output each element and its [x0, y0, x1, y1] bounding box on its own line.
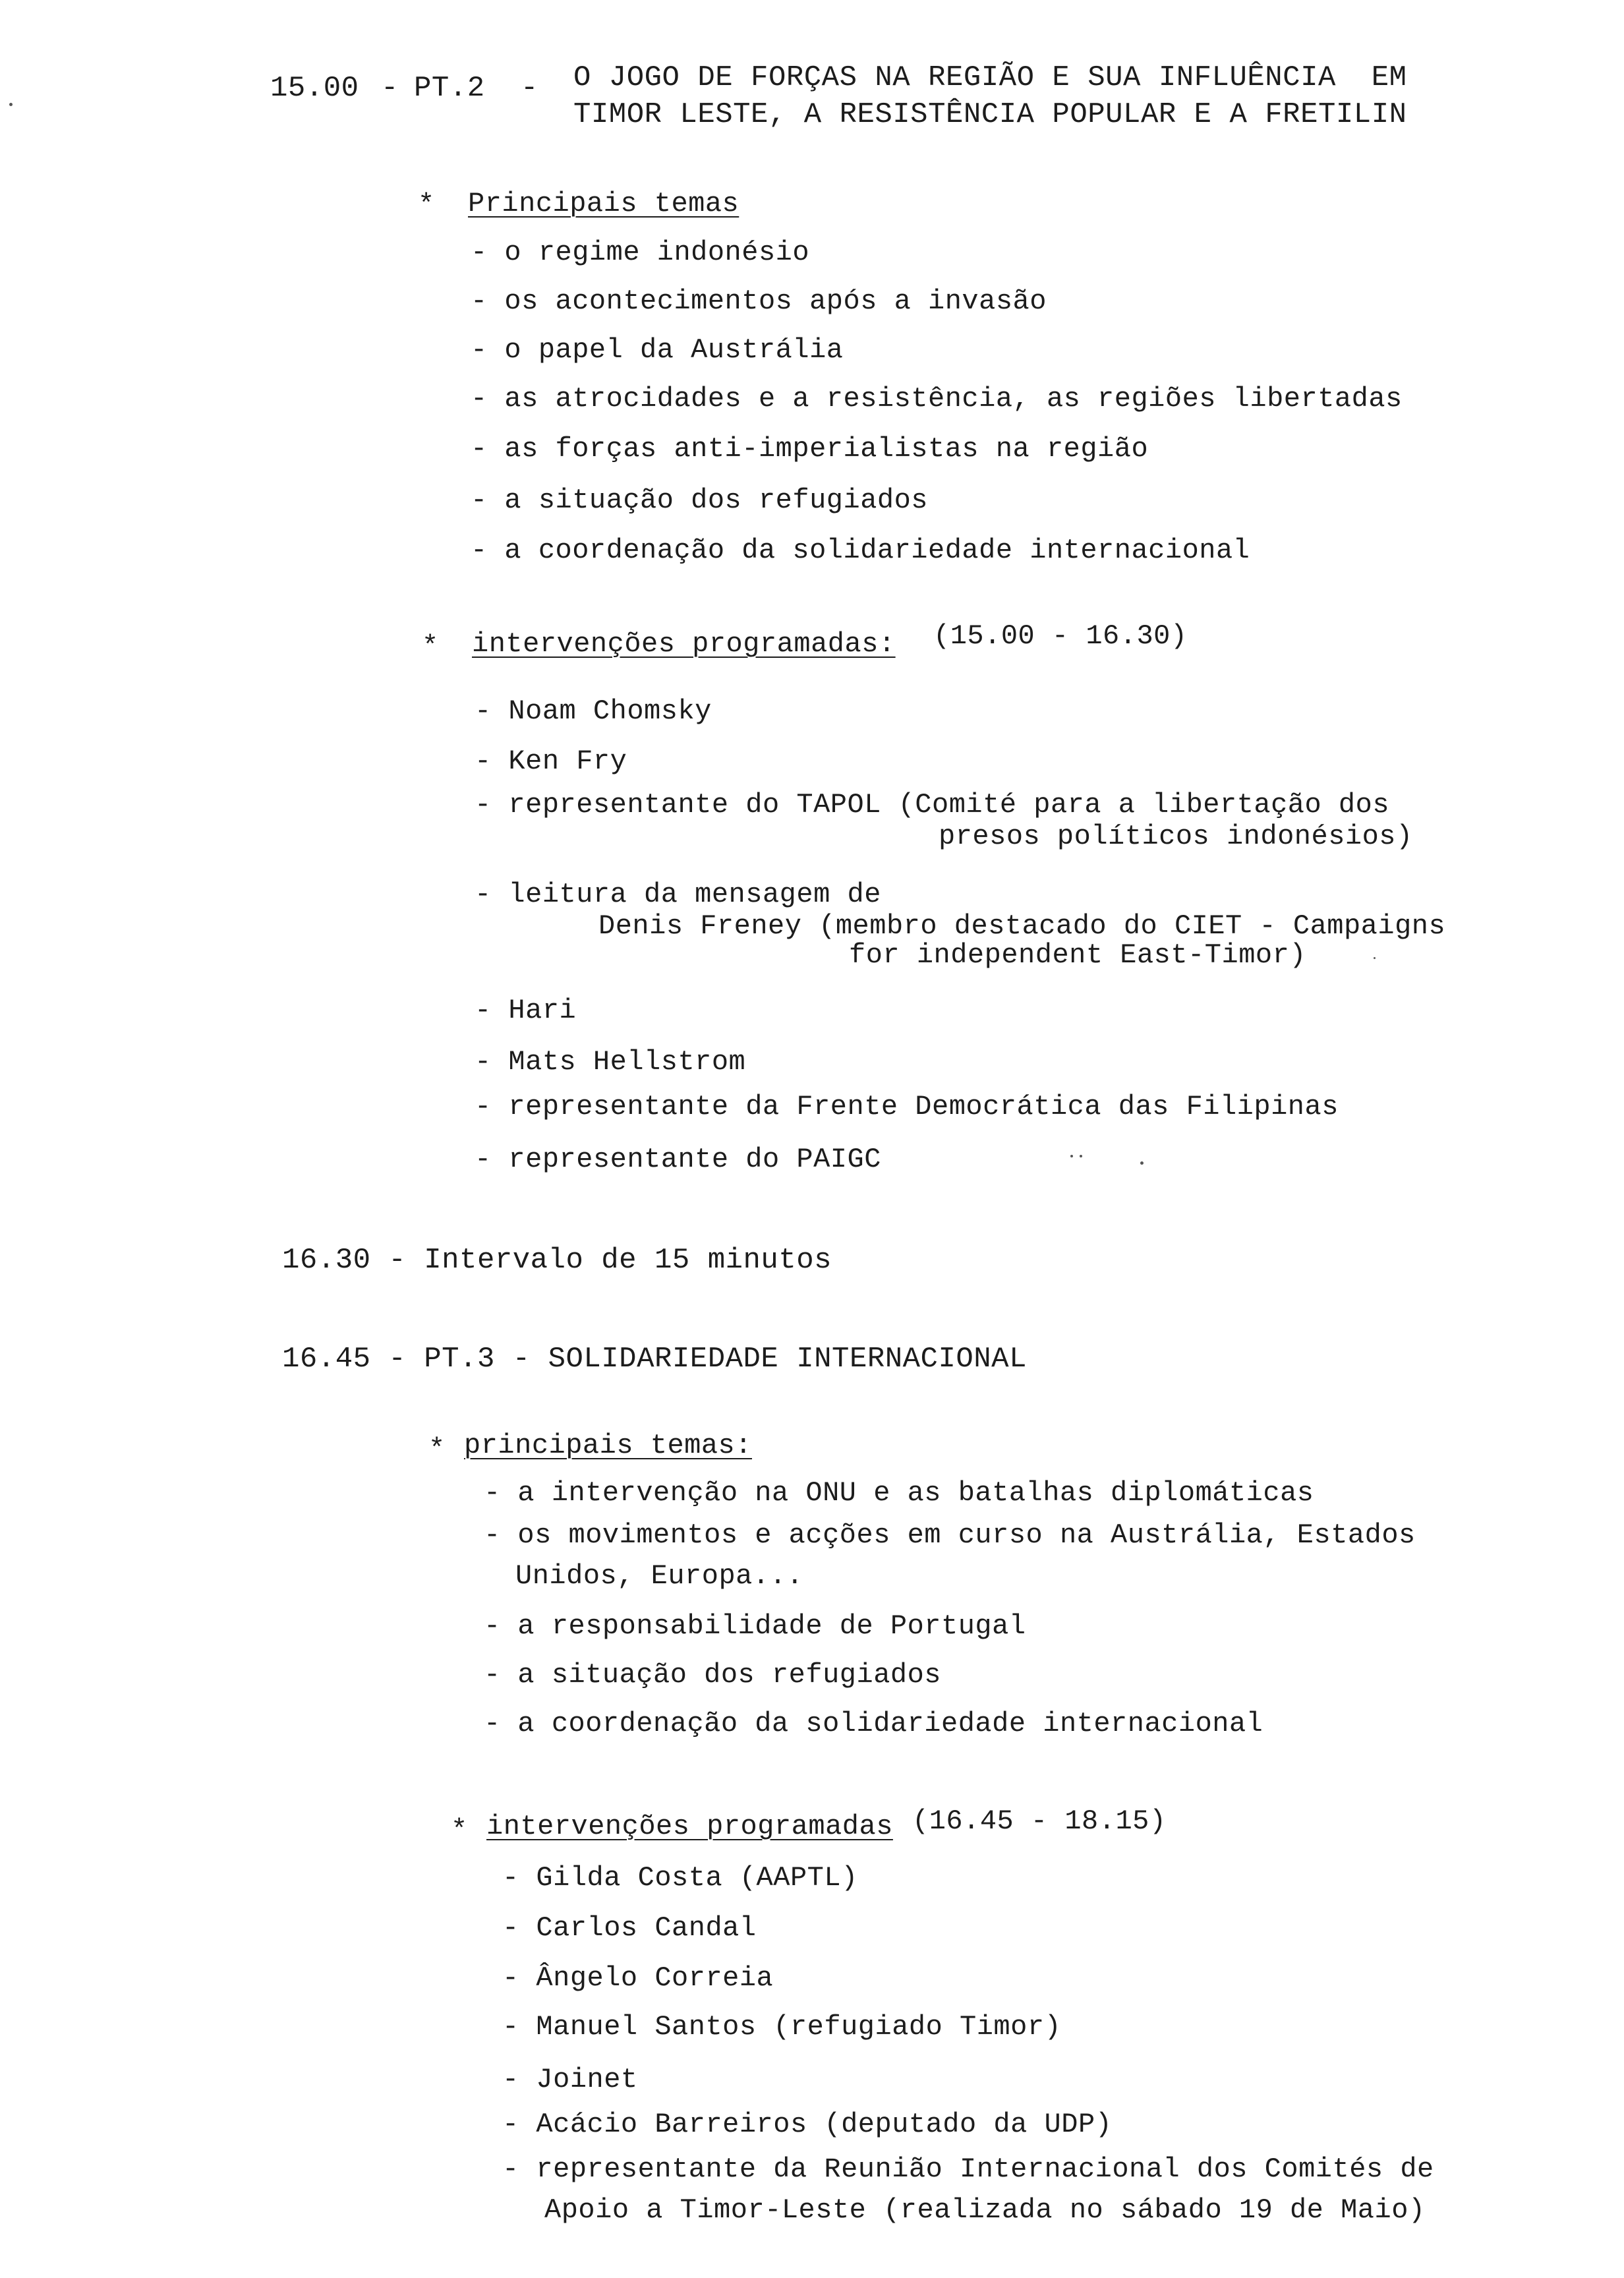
list-item: - o papel da Austrália: [471, 334, 844, 366]
section2-time: 15.00: [270, 72, 359, 105]
list-item: - leitura da mensagem de: [475, 879, 881, 910]
list-item: - a situação dos refugiados: [484, 1659, 942, 1691]
list-item: - a intervenção na ONU e as batalhas diplomáticas: [484, 1477, 1314, 1509]
list-item-continuation: Unidos, Europa...: [515, 1560, 803, 1592]
list-item-continuation: for independent East-Timor): [849, 939, 1307, 971]
list-item: - representante da Reunião Internacional dos Comités de: [502, 2153, 1434, 2185]
list-item: - representante do PAIGC: [475, 1144, 881, 1175]
list-item: - a coordenação da solidariedade internacional: [484, 1708, 1263, 1739]
list-item: - representante da Frente Democrática das Filipinas: [475, 1091, 1339, 1123]
list-item: - Hari: [475, 995, 577, 1026]
list-item-continuation: Apoio a Timor-Leste (realizada no sábado 19 de Maio): [544, 2194, 1426, 2226]
scan-speck: [1070, 1155, 1073, 1157]
list-item: - Noam Chomsky: [475, 695, 712, 727]
interventions-bullet: *: [422, 631, 439, 662]
list-item: - as atrocidades e a resistência, as regiões libertadas: [471, 383, 1403, 415]
list-item-continuation: Denis Freney (membro destacado do CIET - Campaigns: [598, 910, 1446, 942]
list-item-continuation: presos políticos indonésios): [939, 821, 1413, 852]
list-item: - a responsabilidade de Portugal: [484, 1610, 1026, 1642]
themes-bullet: *: [428, 1434, 446, 1465]
themes-heading: Principais temas: [468, 188, 740, 219]
section2-part-label: PT.2: [414, 72, 485, 105]
section2-title-line2: TIMOR LESTE, A RESISTÊNCIA POPULAR E A FRETILIN: [573, 98, 1407, 131]
list-item: - os acontecimentos após a invasão: [471, 285, 1047, 317]
list-item: - a situação dos refugiados: [471, 484, 929, 516]
interventions-time-range: (16.45 - 18.15): [912, 1805, 1167, 1837]
interventions-time-range: (15.00 - 16.30): [933, 620, 1188, 652]
list-item: - Manuel Santos (refugiado Timor): [502, 2011, 1062, 2043]
list-item: - os movimentos e acções em curso na Austrália, Estados: [484, 1519, 1416, 1551]
section2-dash: -: [381, 72, 399, 105]
list-item: - Gilda Costa (AAPTL): [502, 1862, 858, 1894]
list-item: - Joinet: [502, 2064, 638, 2095]
interventions-bullet: *: [451, 1815, 468, 1846]
list-item: - as forças anti-imperialistas na região: [471, 433, 1149, 465]
list-item: - Ken Fry: [475, 745, 627, 777]
section2-title-line1: O JOGO DE FORÇAS NA REGIÃO E SUA INFLUÊNCIA EM: [573, 61, 1407, 94]
themes-heading: principais temas:: [464, 1430, 752, 1461]
scan-speck: [1374, 957, 1376, 959]
section2-dash-2: -: [521, 72, 538, 105]
list-item: - Mats Hellstrom: [475, 1046, 746, 1078]
list-item: - representante do TAPOL (Comité para a libertação dos: [475, 789, 1390, 821]
interventions-heading: intervenções programadas: [486, 1811, 893, 1842]
section3-title: 16.45 - PT.3 - SOLIDARIEDADE INTERNACIONAL: [282, 1343, 1027, 1376]
list-item: - a coordenação da solidariedade internacional: [471, 535, 1250, 566]
scan-speck: [9, 103, 13, 106]
themes-bullet: *: [418, 189, 435, 221]
scan-speck: [1080, 1155, 1082, 1157]
interventions-heading: intervenções programadas:: [472, 628, 896, 660]
interval-line: 16.30 - Intervalo de 15 minutos: [282, 1244, 832, 1277]
list-item: - Ângelo Correia: [502, 1962, 774, 1994]
list-item: - Carlos Candal: [502, 1912, 757, 1944]
list-item: - Acácio Barreiros (deputado da UDP): [502, 2109, 1113, 2140]
scan-speck: [1140, 1161, 1144, 1165]
list-item: - o regime indonésio: [471, 237, 810, 268]
